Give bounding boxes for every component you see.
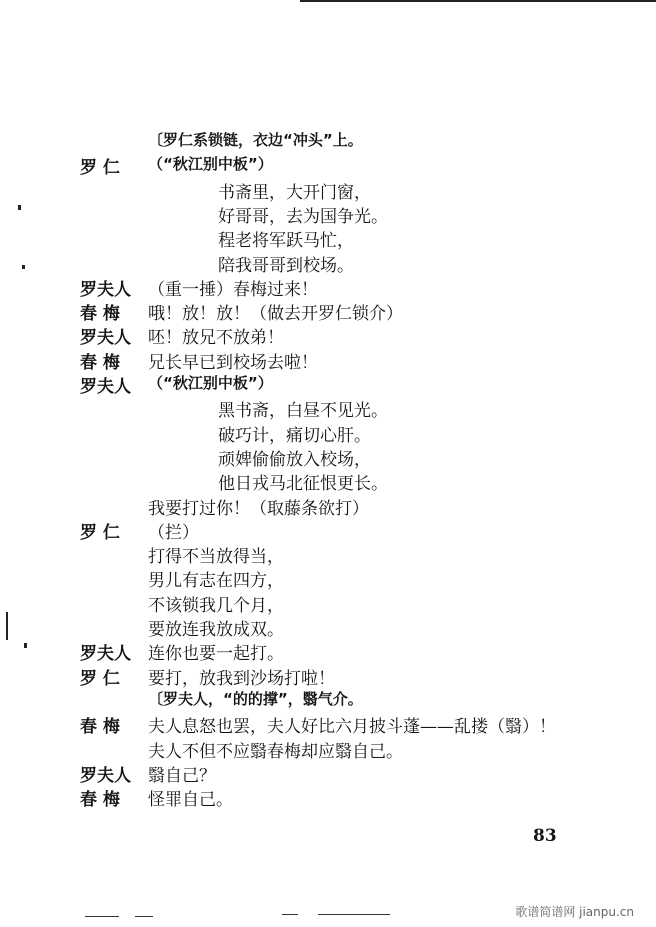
- dialogue-line: 哦！放！放！（做去开罗仁锁介）: [148, 304, 403, 324]
- top-rule: [300, 0, 656, 2]
- dialogue-line: 翳自己？: [148, 766, 216, 786]
- dialogue-line: 不该锁我几个月，: [148, 596, 284, 616]
- speaker-label: 罗 仁: [80, 158, 120, 178]
- verse-line: 顽婢偷偷放入校场，: [218, 450, 371, 470]
- watermark: 歌谱简谱网 jianpu.cn: [515, 905, 634, 919]
- speaker-label: 春 梅: [80, 304, 120, 324]
- bottom-rule: [282, 914, 298, 915]
- speaker-label: 罗夫人: [80, 377, 131, 397]
- dialogue-line: 要放连我放成双。: [148, 620, 284, 640]
- dialogue-line: 呸！放兄不放弟！: [148, 328, 284, 348]
- dialogue-line: 要打，放我到沙场打啦！: [148, 669, 335, 689]
- speaker-label: 罗 仁: [80, 523, 120, 543]
- bottom-rule: [85, 916, 119, 917]
- dialogue-line: 打得不当放得当，: [148, 547, 284, 567]
- stage-direction: （“秋江别中板”）: [148, 155, 273, 173]
- dialogue-line: （重一捶）春梅过来！: [148, 280, 318, 300]
- dialogue-line: 夫人息怒也罢，夫人好比六月披斗蓬——乱搂（翳）！: [148, 717, 556, 737]
- verse-line: 破巧计，痛切心肝。: [218, 426, 371, 446]
- verse-line: 书斋里，大开门窗，: [218, 183, 371, 203]
- margin-mark: [18, 205, 21, 210]
- stage-direction: 〔罗仁系锁链，衣边“冲头”上。: [148, 131, 363, 149]
- bottom-rule: [135, 916, 153, 917]
- dialogue-line: （拦）: [148, 523, 199, 543]
- dialogue-line: 连你也要一起打。: [148, 644, 284, 664]
- dialogue-line: 怪罪自己。: [148, 790, 233, 810]
- speaker-label: 春 梅: [80, 717, 120, 737]
- bottom-rule: [318, 914, 390, 915]
- speaker-label: 罗夫人: [80, 280, 131, 300]
- speaker-label: 春 梅: [80, 790, 120, 810]
- stage-direction: （“秋江别中板”）: [148, 374, 273, 392]
- dialogue-line: 兄长早已到校场去啦！: [148, 353, 318, 373]
- speaker-label: 罗夫人: [80, 644, 131, 664]
- verse-line: 陪我哥哥到校场。: [218, 256, 354, 276]
- dialogue-line: 我要打过你！（取藤条欲打）: [148, 499, 369, 519]
- verse-line: 他日戎马北征恨更长。: [218, 474, 388, 494]
- speaker-label: 罗夫人: [80, 328, 131, 348]
- speaker-label: 罗 仁: [80, 669, 120, 689]
- dialogue-line: 男儿有志在四方，: [148, 571, 284, 591]
- stage-direction: 〔罗夫人，“的的撑”，翳气介。: [148, 690, 363, 708]
- speaker-label: 春 梅: [80, 353, 120, 373]
- speaker-label: 罗夫人: [80, 766, 131, 786]
- verse-line: 程老将军跃马忙，: [218, 231, 354, 251]
- margin-mark: [6, 612, 8, 640]
- margin-mark: [22, 265, 25, 269]
- margin-mark: [24, 643, 27, 648]
- dialogue-line: 夫人不但不应翳春梅却应翳自己。: [148, 742, 403, 762]
- verse-line: 黑书斋，白昼不见光。: [218, 401, 388, 421]
- verse-line: 好哥哥，去为国争光。: [218, 207, 388, 227]
- page-number: 83: [533, 826, 557, 846]
